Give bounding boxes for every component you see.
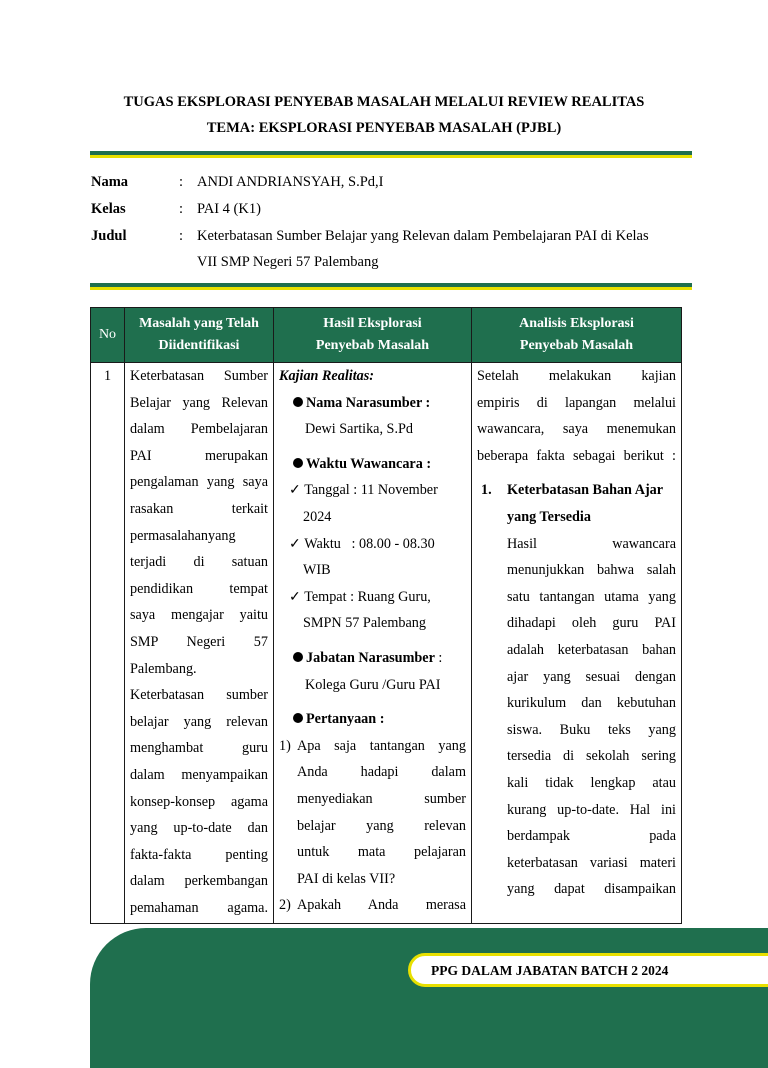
text-line: dihadapi oleh guru PAI (507, 615, 676, 632)
text-line: Hasil wawancara (507, 535, 676, 552)
text-line: Palembang. (130, 660, 197, 677)
cell-hasil (274, 363, 472, 924)
jabatan-value: Kolega Guru /Guru PAI (305, 676, 441, 693)
kelas-label: Kelas (91, 201, 126, 217)
narasumber-value: Dewi Sartika, S.Pd (305, 421, 413, 438)
text-line: Apa saja tantangan yang (297, 737, 466, 754)
text-line: Belajar yang Relevan (130, 394, 268, 411)
text-line: wawancara, saya menemukan (477, 421, 676, 438)
waktu-label: Waktu Wawancara : (279, 451, 466, 478)
text-line: SMP Negeri 57 (130, 633, 268, 650)
narasumber-label: Nama Narasumber : (279, 390, 466, 417)
jabatan-label: Jabatan Narasumber : (279, 645, 466, 672)
cell-analisis (472, 363, 682, 924)
text-line: fakta-fakta penting (130, 846, 268, 863)
text-line: keterbatasan variasi materi (507, 854, 676, 871)
judul-label: Judul (91, 228, 127, 244)
cell-no: 1 (91, 363, 125, 924)
pertanyaan-label: Pertanyaan : (279, 706, 466, 733)
nama-colon: : (179, 174, 184, 190)
text-line: konsep-konsep agama (130, 793, 268, 810)
text-line: rasakan terkait (130, 500, 268, 517)
text-line: Keterbatasan sumber (130, 687, 268, 704)
text-line: belajar yang relevan (297, 817, 466, 834)
text-line: beberapa fakta sebagai berikut : (477, 447, 676, 464)
tanggal-item: ✓ Tanggal : 11 November 2024 (289, 482, 438, 525)
title-line-2: TEMA: EKSPLORASI PENYEBAB MASALAH (PJBL) (206, 120, 562, 136)
text-line: berdampak pada (507, 828, 676, 845)
text-line: belajar yang relevan (130, 713, 268, 730)
text-line: satu tantangan utama yang (507, 588, 676, 605)
text-line: menyediakan sumber (297, 790, 466, 807)
text-line: dalam perkembangan (130, 873, 268, 890)
text-line: PAI merupakan (130, 447, 268, 464)
tempat-item: ✓ Tempat : Ruang Guru, SMPN 57 Palembang (289, 588, 431, 632)
exploration-table (90, 307, 682, 924)
check-icon: ✓ (289, 482, 301, 499)
kajian-heading: Kajian Realitas: (279, 368, 374, 384)
bullet-icon (293, 458, 303, 468)
nama-value: ANDI ANDRIANSYAH, S.Pd,I (197, 174, 384, 190)
meta-divider (90, 283, 692, 290)
text-line: empiris di lapangan melalui (477, 394, 676, 411)
kelas-value: PAI 4 (K1) (197, 201, 261, 217)
question-1: 1) Apa saja tantangan yang Anda hadapi dalam menyediakan sumber belajar yang relevan untuk mata pelajaran PAI di kelas VII? (279, 733, 466, 893)
text-line: Setelah melakukan kajian (477, 368, 676, 384)
text-line: menunjukkan bahwa salah (507, 562, 676, 579)
point-title: Keterbatasan Bahan Ajar (507, 482, 664, 499)
analisis-intro (477, 363, 676, 469)
table-row (91, 363, 682, 924)
bullet-icon (293, 713, 303, 723)
header-divider (90, 151, 692, 158)
text-line: terjadi di satuan (130, 554, 268, 571)
title-line-1: TUGAS EKSPLORASI PENYEBAB MASALAH MELALUI REVIEW REALITAS (123, 94, 645, 110)
check-icon: ✓ (289, 588, 301, 605)
text-line: adalah keterbatasan bahan (507, 641, 676, 658)
badge-label: PPG DALAM JABATAN BATCH 2 2024 (431, 963, 669, 978)
text-line: PAI di kelas VII? (297, 870, 396, 887)
text-line: dalam Pembelajaran (130, 421, 268, 438)
check-icon: ✓ (289, 535, 301, 552)
text-line: permasalahanyang (130, 527, 236, 544)
point-body (507, 531, 676, 903)
text-line: Keterbatasan Sumber (130, 368, 268, 384)
cell-masalah (125, 363, 274, 924)
header-no: No (91, 308, 125, 363)
text-line: siswa. Buku teks yang (507, 721, 676, 738)
footer-band (90, 928, 768, 1068)
question-2: 2) Apakah Anda merasa (279, 897, 466, 914)
header-hasil: Hasil Eksplorasi Penyebab Masalah (274, 308, 472, 363)
text-line: tersedia di sekolah sering (507, 748, 676, 765)
text-line: pengalaman yang saya (130, 474, 268, 491)
text-line: saya mengajar yaitu (130, 607, 268, 624)
nama-label: Nama (91, 174, 129, 190)
text-line: menghambat guru (130, 740, 268, 757)
text-line: ajar yang sesuai dengan (507, 668, 676, 685)
judul-colon: : (179, 228, 184, 244)
analisis-point-1: 1. Keterbatasan Bahan Ajar yang Tersedia Hasil wawancara menunjukkan bahwa salah satu tantangan utama yang dihadapi oleh guru PAI adalah keterbatasan bahan ajar yang sesuai dengan kurikulum dan kebutuhan siswa. Buku teks yang tersedia di sekolah sering kali tidak lengkap atau kurang up-to-date. Hal ini berdampak pada keterbatasan variasi materi yang dapat disampaikan (477, 477, 676, 903)
text-line: pendidikan tempat (130, 580, 268, 597)
text-line: Anda hadapi dalam (297, 764, 466, 781)
jam-item: ✓ Waktu : 08.00 - 08.30 WIB (289, 535, 435, 579)
header-analisis: Analisis Eksplorasi Penyebab Masalah (472, 308, 682, 363)
text-line: dalam menyampaikan (130, 766, 268, 783)
bullet-icon (293, 652, 303, 662)
kelas-colon: : (179, 201, 184, 217)
text-line: kurikulum dan kebutuhan (507, 695, 676, 712)
text-line: pemahaman agama. (130, 899, 268, 916)
text-line: yang up-to-date dan (130, 820, 268, 837)
header-masalah: Masalah yang Telah Diidentifikasi (125, 308, 274, 363)
text-line: kali tidak lengkap atau (507, 774, 676, 791)
table-header-row (91, 308, 682, 363)
text-line: kurang up-to-date. Hal ini (507, 801, 676, 818)
text-line: yang dapat disampaikan (507, 881, 676, 898)
point-title: yang Tersedia (507, 508, 591, 525)
text-line: untuk mata pelajaran (297, 844, 466, 861)
bullet-icon (293, 397, 303, 407)
program-badge (408, 953, 768, 987)
judul-value: Keterbatasan Sumber Belajar yang Relevan dalam Pembelajaran PAI di Kelas VII SMP Negeri 57 Palembang (197, 228, 649, 270)
